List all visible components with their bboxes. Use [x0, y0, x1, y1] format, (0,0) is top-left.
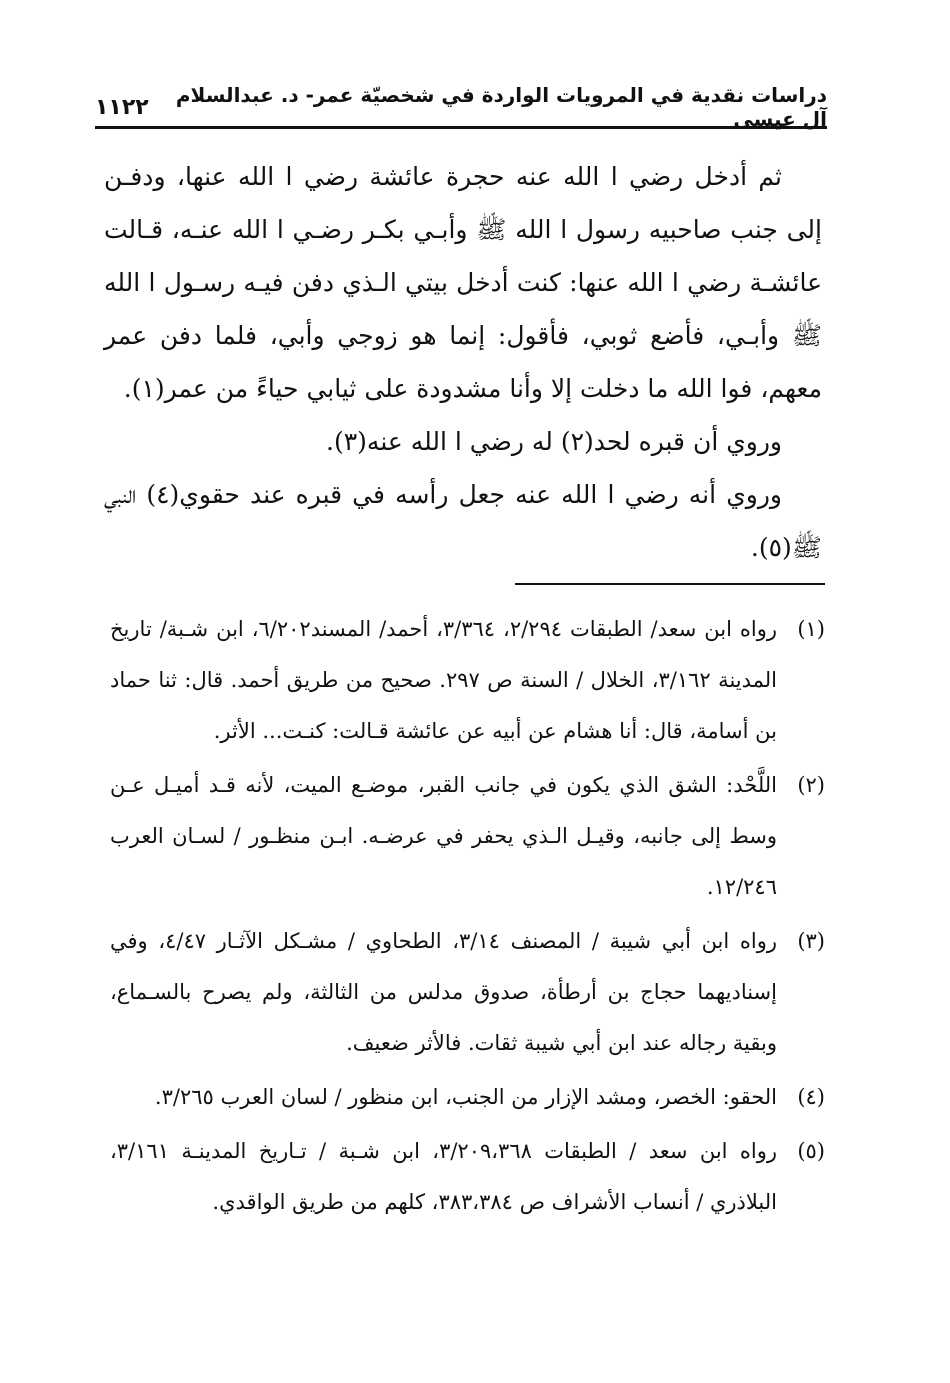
- footnote-1: [110, 604, 825, 757]
- footnote-text: الحقو: الخصر، ومشد الإزار من الجنب، ابن منظور / لسان العرب ٣/٢٦٥.: [154, 1085, 777, 1109]
- page-number: ١١٢٢: [95, 94, 149, 120]
- footnote-number: (١): [797, 617, 825, 641]
- header-title: دراسات نقدية في المرويات الواردة في شخصيّة عمر- د. عبدالسلام آل عيسى: [175, 83, 827, 131]
- footnote-text: رواه ابن سعد / الطبقات ٣/٢٠٩،٣٦٨، ابن شـبة / تـاريخ المدينـة ٣/١٦١، البلاذري / أنساب الأشراف ص ٣٨٣،٣٨٤، كلهم من طريق الواقدي.: [110, 1139, 778, 1214]
- running-header: [95, 83, 827, 131]
- footnote-4: [110, 1072, 825, 1123]
- paragraph: وروي أنه رضي ا الله عنه جعل رأسه في قبره عند حقوي(٤) النبي ﷺ(٥).: [104, 480, 822, 562]
- main-text: [104, 150, 822, 574]
- footnote-number: (٥): [797, 1139, 825, 1163]
- footnote-3: [110, 916, 825, 1069]
- footnote-number: (٣): [797, 929, 825, 953]
- footnote-text: اللَّحْد: الشق الذي يكون في جانب القبر، موضـع الميت، لأنه قـد أميـل عـن وسط إلى جانبه، وقيـل الـذي يحفر في عرضـه. ابـن منظـور / لسـان العرب ١٢/٢٤٦.: [110, 773, 777, 899]
- header-rule: [95, 126, 827, 129]
- footnotes: [110, 604, 825, 1231]
- paragraph: ثم أدخل رضي ا الله عنه حجرة عائشة رضي ا الله عنها، ودفـن إلى جنب صاحبيه رسول ا الله ﷺ وأبـي بكـر رضـي ا الله عنـه، قـالت عائشـة رضي ا الله عنها: كنت أدخل بيتي الـذي دفن فيـه رسـول ا الله ﷺ وأبـي، فأضع ثوبي، فأقول: إنما هو زوجي وأبي، فلما دفن عمر معهم، فوا الله ما دخلت إلا وأنا مشدودة على ثيابي حياءً من عمر(١).: [104, 162, 822, 403]
- footnote-5: [110, 1126, 825, 1228]
- footnote-text: رواه ابن سعد/ الطبقات ٢/٢٩٤، ٣/٣٦٤، أحمد/ المسند٦/٢٠٢، ابن شـبة/ تاريخ المدينة ٣/١٦٢، الخلال / السنة ص ٢٩٧. صحيح من طريق أحمد. قال: ثنا حماد بن أسامة، قال: أنا هشام عن أبيه عن عائشة قـالت: كنـت... الأثر.: [110, 617, 778, 743]
- footnote-number: (٤): [797, 1085, 825, 1109]
- footnote-2: [110, 760, 825, 913]
- footnote-number: (٢): [797, 773, 825, 797]
- paragraph: وروي أن قبره لحد(٢) له رضي ا الله عنه(٣).: [326, 427, 782, 456]
- footnote-text: رواه ابن أبي شيبة / المصنف ٣/١٤، الطحاوي / مشـكل الآثـار ٤/٤٧، وفي إسناديهما حجاج بن أرطأة، صدوق مدلس من الثالثة، ولم يصرح بالسـماع، وبقية رجاله عند ابن أبي شيبة ثقات. فالأثر ضعيف.: [110, 929, 777, 1055]
- footnote-separator: [515, 583, 825, 585]
